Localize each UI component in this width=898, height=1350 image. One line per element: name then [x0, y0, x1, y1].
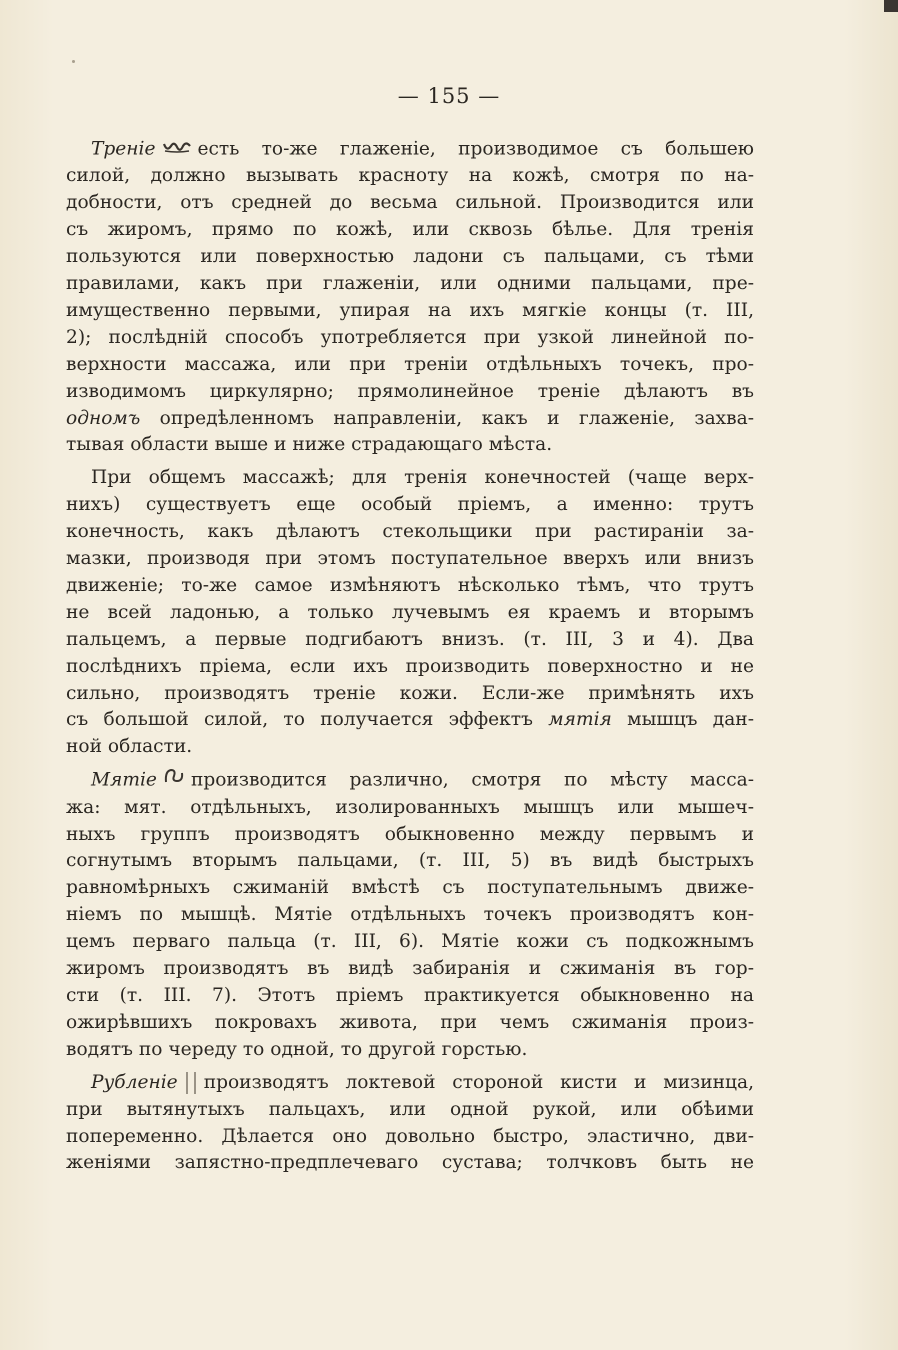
term-trenie: Треніе	[91, 138, 156, 160]
text-line: силой, должно вызывать красноту на кожѣ, смотря по на-	[66, 165, 754, 187]
text-line: попеременно. Дѣлается оно довольно быстро, эластично, дви-	[66, 1125, 754, 1147]
paragraph-trenie	[66, 136, 754, 459]
text-line: не всей ладонью, а только лучевымъ ея краемъ и вторымъ	[66, 601, 754, 623]
text-line: добности, отъ средней до весьма сильной. Производится или	[66, 192, 754, 214]
text-line: Рубленіе производятъ локтевой стороной кисти и мизинца,	[91, 1071, 754, 1093]
text-line: имущественно первыми, упирая на ихъ мягкіе концы (т. III,	[66, 299, 754, 321]
text-line: съ жиромъ, прямо по кожѣ, или сквозь бѣлье. Для тренія	[66, 219, 754, 241]
trenie-sign-icon	[162, 136, 192, 163]
text-line: водятъ по череду то одной, то другой горстью.	[66, 1038, 528, 1060]
paragraph-obshchii-massazh	[66, 465, 754, 761]
text-line: сти (т. III. 7). Этотъ пріемъ практикуется обыкновенно на	[66, 985, 754, 1006]
text-line: жа: мят. отдѣльныхъ, изолированныхъ мышцъ или мышеч-	[66, 796, 754, 818]
text-line: При общемъ массажѣ; для тренія конечностей (чаще верх-	[91, 467, 754, 489]
text-line: Треніе есть то-же глаженіе, производимое съ большею	[66, 136, 754, 163]
text-line: женіями запястно-предплечеваго сустава; толчковъ быть не	[66, 1152, 754, 1174]
text-line: тывая области выше и ниже страдающаго мѣста.	[66, 434, 553, 456]
scan-corner-mark	[884, 0, 898, 12]
text-line: нихъ) существуетъ еще особый пріемъ, а именно: трутъ	[66, 494, 754, 516]
text-line: при вытянутыхъ пальцахъ, или одной рукой, или обѣими	[66, 1098, 754, 1120]
paragraph-rublenie	[66, 1070, 754, 1178]
text-line: ніемъ по мышцѣ. Мятіе отдѣльныхъ точекъ производятъ кон-	[66, 904, 754, 926]
text-line: послѣднихъ пріема, если ихъ производить поверхностно и не	[66, 655, 754, 677]
text-line: равномѣрныхъ сжиманій вмѣстѣ съ поступательнымъ движе-	[66, 877, 754, 899]
rublenie-sign-icon	[186, 1072, 196, 1094]
text-line: Мятіе производится различно, смотря по мѣсту масса-	[66, 767, 754, 794]
text-line: сильно, производятъ треніе кожи. Если-же примѣнять ихъ	[66, 682, 754, 704]
text-line: конечность, какъ дѣлаютъ стекольщики при растираніи за-	[66, 521, 754, 543]
text-line: правилами, какъ при глаженіи, или одними пальцами, пре-	[66, 272, 754, 294]
text-line: цемъ перваго пальца (т. III, 6). Мятіе кожи съ подкожнымъ	[66, 931, 754, 953]
page-number: — 155 —	[397, 84, 501, 108]
text-line: движеніе; то-же самое измѣняютъ нѣсколько тѣмъ, что трутъ	[66, 574, 754, 596]
term-myatiya: мятія	[548, 709, 612, 731]
text-line: 2); послѣдній способъ употребляется при узкой линейной по-	[66, 326, 754, 348]
text-line: ныхъ группъ производятъ обыкновенно между первымъ и	[66, 823, 754, 845]
text-line: одномъ опредѣленномъ направленіи, какъ и глаженіе, захва-	[66, 407, 754, 429]
myatie-sign-icon	[163, 767, 185, 794]
text-line: верхности массажа, или при треніи отдѣльныхъ точекъ, про-	[66, 353, 754, 375]
text-line: изводимомъ циркулярно; прямолинейное треніе дѣлаютъ въ	[66, 380, 754, 402]
text-line: жиромъ производятъ въ видѣ забиранія и сжиманія въ гор-	[66, 958, 754, 980]
text-line: ной области.	[66, 736, 193, 758]
term-odnom: одномъ	[66, 407, 141, 429]
text-line: ожирѣвшихъ покровахъ живота, при чемъ сжиманія произ-	[66, 1011, 754, 1033]
text-line: пальцемъ, а первые подгибаютъ внизъ. (т. III, 3 и 4). Два	[66, 628, 754, 650]
paragraph-myatie	[66, 767, 754, 1063]
term-myatie: Мятіе	[91, 769, 157, 791]
body-text	[66, 136, 754, 1177]
term-rublenie: Рубленіе	[91, 1071, 178, 1093]
text-line: съ большой силой, то получается эффектъ мятія мышцъ дан-	[66, 709, 754, 731]
text-line: мазки, производя при этомъ поступательное вверхъ или внизъ	[66, 548, 754, 570]
text-line: согнутымъ вторымъ пальцами, (т. III, 5) въ видѣ быстрыхъ	[66, 850, 754, 872]
text-line: пользуются или поверхностью ладони съ пальцами, съ тѣми	[66, 246, 754, 268]
paper-speck	[72, 60, 75, 63]
